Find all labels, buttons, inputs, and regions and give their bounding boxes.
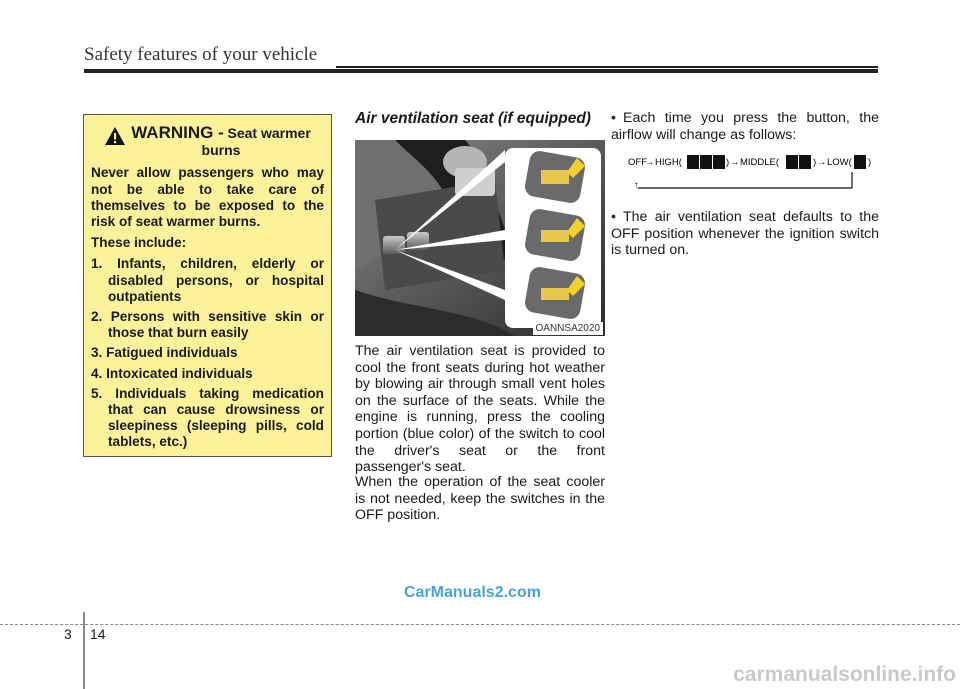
bullet-airflow-text: Each time you press the button, the airflow will change as follows: [611,110,879,143]
seat-switch-photo [355,140,605,336]
warning-list-item: 5. Individuals taking medication that can cause drowsiness or sleepiness (sleeping pills, cold tablets, etc.) [91,385,324,450]
bullet-dot: • [611,209,616,225]
page-chapter: 3 [64,626,72,642]
page-number: 14 [90,626,106,642]
flow-low-label: LOW( [827,157,852,168]
flow-arrow: → [645,157,655,168]
flow-off-label: OFF [628,157,647,168]
footer-rule [0,624,960,625]
header-rule [84,69,878,73]
warning-triangle-icon [104,126,126,146]
flow-close-2: ) [813,157,817,168]
watermark-carmanualsonline[interactable]: carmanualsonline.info [733,663,956,686]
airflow-diagram [628,152,878,192]
page-header-title: Safety features of your vehicle [84,44,318,65]
flow-middle-label: MIDDLE( [740,157,780,168]
flow-arrow-3: → [817,157,827,168]
airflow-sequence [628,152,878,192]
body-paragraph-2: When the operation of the seat cooler is not needed, keep the switches in the OFF position. [355,474,605,524]
flow-high-label: HIGH( [655,157,682,168]
bullet-default [611,209,879,259]
warning-list-item: 3. Fatigued individuals [91,345,238,361]
switch-detail-middle [523,207,586,262]
warning-word: WARNING - [131,123,224,142]
warning-list-item: 1. Infants, children, elderly or disabled persons, or hospital outpatients [91,256,324,304]
bullet-default-text: The air ventilation seat defaults to the OFF position whenever the ignition switch is turned on. [611,209,879,259]
body-paragraph-1: The air ventilation seat is provided to cool the front seats during hot weather by blowing air through small vent holes on the surface of the seats. While the engine is running, press the cooling portion (blue color) of the switch to cool the driver's seat or the front passenger's seat. [355,343,605,476]
switch-detail-top [523,149,586,204]
warning-subtitle-1: Seat warmer [227,125,311,141]
image-code: OANNSA2020 [533,322,603,335]
warning-list-item: 2. Persons with sensitive skin or those that burn easily [91,309,324,341]
section-heading: Air ventilation seat (if equipped) [355,110,591,127]
warning-box [83,114,332,457]
bullet-dot: • [611,110,616,126]
flow-close-1: ) [726,157,730,168]
footer-divider [83,612,85,689]
bullet-airflow [611,110,879,143]
flow-arrow-2: → [730,157,740,168]
middle-level-icon [786,155,811,169]
header-rule-thin [336,66,878,68]
high-level-icon [687,155,725,169]
warning-intro: Never allow passengers who may not be able to take care of themselves to be exposed to the risk of seat warmer burns. [91,165,324,230]
warning-list-item: 4. Intoxicated individuals [91,365,253,381]
warning-heading [91,125,324,159]
warning-list [91,256,324,450]
console-illustration [355,140,605,336]
low-level-icon [854,155,866,169]
flow-up-arrow: ↑ [634,180,639,191]
warning-subtitle-2: burns [201,142,241,159]
watermark-carmanuals2[interactable]: CarManuals2.com [404,584,541,601]
flow-close-3: ) [868,157,872,168]
switch-detail-bottom [523,265,586,320]
warning-include-label: These include: [91,235,187,251]
